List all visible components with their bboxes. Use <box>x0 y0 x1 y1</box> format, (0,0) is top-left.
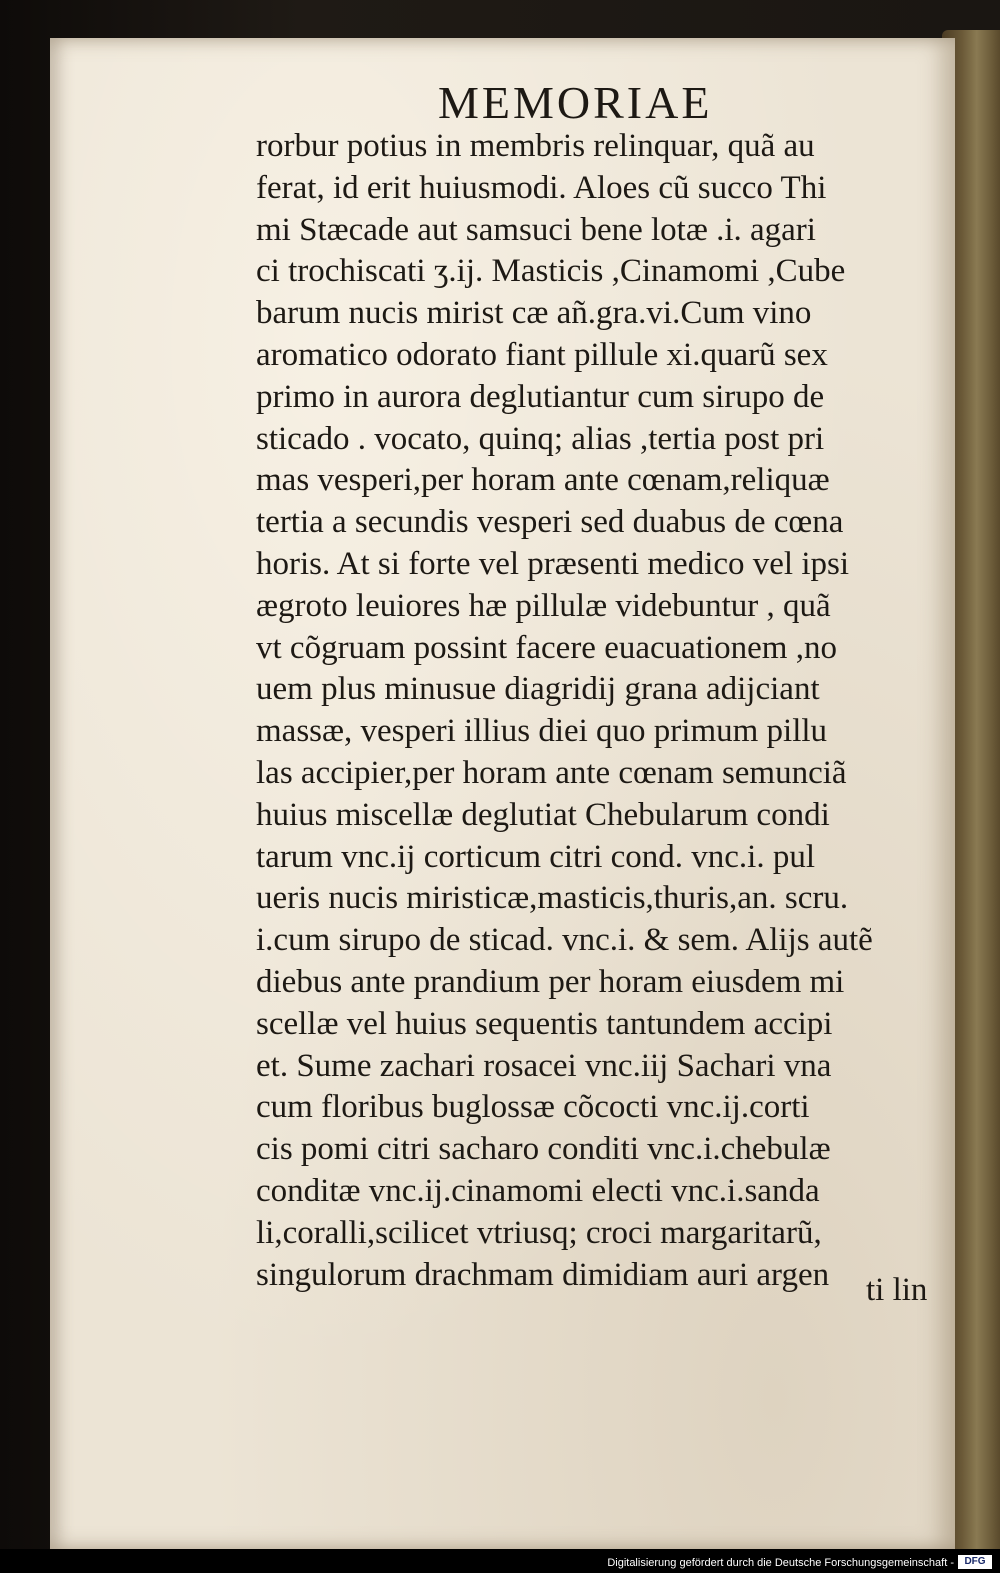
text-line: singulorum drachmam dimidiam auri argen <box>256 1256 830 1293</box>
text-line: scellæ vel huius sequentis tantundem accipi <box>256 1005 833 1042</box>
text-line: tertia a secundis vesperi sed duabus de cœna <box>256 504 844 541</box>
footer-credit: Digitalisierung gefördert durch die Deutsche Forschungsgemeinschaft - <box>607 1557 954 1569</box>
text-line: barum nucis mirist cæ añ.gra.vi.Cum vino <box>256 295 812 332</box>
text-line: tarum vnc.ij corticum citri cond. vnc.i. pul <box>256 838 816 875</box>
text-line: aromatico odorato fiant pillule xi.quarũ sex <box>256 336 828 373</box>
text-line: mas vesperi,per horam ante cœnam,reliquæ <box>256 462 830 499</box>
dfg-logo: DFG <box>958 1555 992 1569</box>
text-line: cum floribus buglossæ cõcocti vnc.ij.corti <box>256 1089 810 1126</box>
text-line: cis pomi citri sacharo conditi vnc.i.chebulæ <box>256 1131 831 1168</box>
text-line: sticado . vocato, quinq; alias ,tertia post pri <box>256 420 825 457</box>
text-line: ferat, id erit huiusmodi. Aloes cũ succo Thi <box>256 169 827 206</box>
text-line: rorbur potius in membris relinquar, quã au <box>256 128 815 164</box>
text-line: huius miscellæ deglutiat Chebularum condi <box>256 796 830 833</box>
text-line: et. Sume zachari rosacei vnc.iij Sachari vna <box>256 1047 832 1084</box>
text-line: primo in aurora deglutiantur cum sirupo de <box>256 378 825 415</box>
footer-bar <box>0 1549 1000 1573</box>
text-line: i.cum sirupo de sticad. vnc.i. & sem. Alijs autẽ <box>256 922 873 959</box>
text-line: las accipier,per horam ante cœnam semunciã <box>256 754 847 791</box>
text-line: diebus ante prandium per horam eiusdem mi <box>256 963 845 1000</box>
text-line: li,coralli,scilicet vtriusq; croci margaritarũ, <box>256 1214 822 1251</box>
running-head: MEMORIAE <box>438 77 713 128</box>
text-line: vt cõgruam possint facere euacuationem ,no <box>256 629 837 666</box>
text-line: ueris nucis miristicæ,masticis,thuris,an. scru. <box>256 880 849 917</box>
text-line: massæ, vesperi illius diei quo primum pillu <box>256 713 828 750</box>
text-line: ci trochiscati ʒ.ij. Masticis ,Cinamomi ,Cube <box>256 253 846 290</box>
body-text <box>256 126 956 1296</box>
catchword: ti lin <box>866 1272 928 1308</box>
text-line: horis. At si forte vel præsenti medico vel ipsi <box>256 545 850 582</box>
text-line: ægroto leuiores hæ pillulæ videbuntur , quã <box>256 587 831 624</box>
text-line: mi Stæcade aut samsuci bene lotæ .i. agari <box>256 211 816 248</box>
text-line: conditæ vnc.ij.cinamomi electi vnc.i.sanda <box>256 1172 820 1209</box>
text-line: uem plus minusue diagridij grana adijciant <box>256 671 820 708</box>
